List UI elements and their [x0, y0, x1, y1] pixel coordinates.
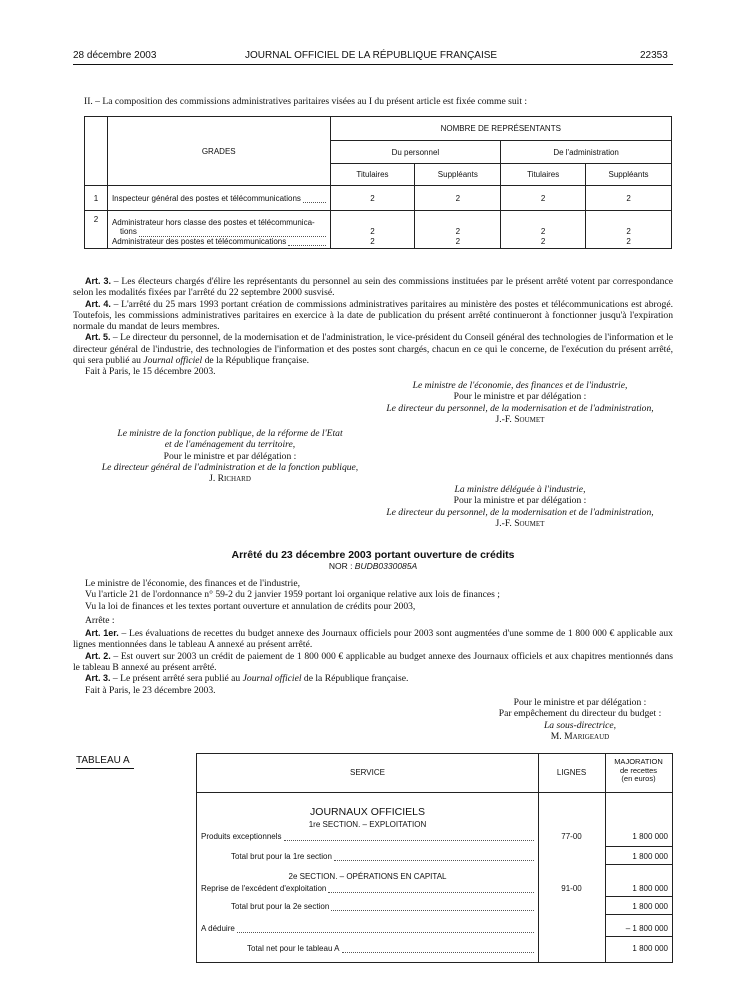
row-num: 1	[85, 186, 108, 211]
grade-label: Administrateur hors classe des postes et télécommunica-	[111, 217, 315, 227]
article-text: – Le présent arrêté sera publié au	[110, 673, 243, 685]
nombre-header: NOMBRE DE REPRÉSENTANTS	[330, 117, 671, 141]
table-row	[231, 852, 534, 861]
article-text: – Le directeur du personnel, de la modernisation et de l'administration, le vice-président du Conseil général des technologies de l'information et le directeur général de l'industrie, des technologies de l'information et des postes sont chargés, chacun en ce qui le concerne, de l'exécution du présent arrêté, qui sera publié au	[73, 332, 673, 367]
suppleants-header: Suppléants	[415, 164, 501, 186]
cell-value: 2	[626, 236, 631, 246]
signatory-title: Le ministre de l'économie, des finances et de l'industrie,	[412, 380, 628, 391]
signatory-title: Le directeur du personnel, de la modernisation et de l'administration,	[386, 402, 654, 414]
suppleants-header: Suppléants	[586, 164, 672, 186]
signature-block	[60, 428, 400, 484]
articles-block-2	[73, 578, 673, 696]
majoration-header	[605, 758, 672, 784]
row-label: Total brut pour la 1re section	[231, 852, 332, 861]
section-subtitle: 1re SECTION. – EXPLOITATION	[308, 820, 427, 829]
article	[73, 332, 673, 366]
arrete-word: Arrête :	[85, 614, 115, 626]
delegation-line: Pour la ministre et par délégation :	[453, 495, 587, 507]
nor-label: NOR :	[328, 561, 355, 571]
preamble-line: Vu l'article 21 de l'ordonnance n° 59-2 du 2 janvier 1959 portant loi organique relative aux lois de finances ;	[85, 589, 500, 601]
cell-value: 2	[540, 236, 546, 246]
article	[73, 276, 673, 299]
row-label: Total brut pour la 2e section	[231, 902, 330, 911]
article-label: Art. 2.	[85, 650, 111, 661]
majoration-line: de recettes	[619, 765, 658, 775]
article-text: – Les électeurs chargés d'élire les représentants du personnel au sein des commissions instituées par le présent arrêté votent par correspondance selon les modalités fixées par l'arrêté du 22 septembre 2000 susvisé.	[73, 276, 673, 299]
signatory-name: J.-F. Soumet	[495, 413, 545, 425]
subtotal-rule	[605, 846, 672, 847]
subtotal-rule	[605, 896, 672, 897]
table-row	[85, 186, 672, 211]
cell-value: 2	[330, 186, 415, 211]
intro-line: II. – La composition des commissions administratives paritaires visées au I du présent article est fixée comme suit :	[84, 96, 528, 107]
service-header: SERVICE	[350, 768, 385, 777]
fait-line: Fait à Paris, le 23 décembre 2003.	[85, 684, 216, 696]
commissions-table	[84, 116, 672, 249]
article-text-italic: Journal officiel	[143, 355, 203, 367]
titulaires-header: Titulaires	[501, 164, 586, 186]
article-text: – Les évaluations de recettes du budget annexe des Journaux officiels pour 2003 sont augmentées d'une somme de 1 800 000 € applicable aux lignes mentionnées dans le tableau A annexé au présent arrêté.	[73, 628, 673, 651]
fait-line: Fait à Paris, le 15 décembre 2003.	[85, 366, 216, 378]
delegation-line: Pour le ministre et par délégation :	[163, 450, 297, 462]
cell-value: 2	[415, 186, 501, 211]
article-label: Art. 5.	[85, 332, 111, 343]
signatory-title: Le directeur du personnel, de la modernisation et de l'administration,	[386, 506, 654, 518]
header-date: 28 décembre 2003	[73, 50, 157, 61]
row-label: A déduire	[201, 924, 235, 933]
cell-value: 2	[586, 186, 672, 211]
article-label: Art. 1er.	[85, 628, 119, 639]
article-text: de la République française.	[301, 673, 409, 685]
majoration-line: MAJORATION	[614, 757, 663, 766]
du-personnel-header: Du personnel	[330, 141, 501, 164]
article	[73, 299, 673, 333]
lignes-header: LIGNES	[556, 768, 587, 777]
delegation-line: Pour le ministre et par délégation :	[453, 391, 587, 403]
section-subtitle: 2e SECTION. – OPÉRATIONS EN CAPITAL	[288, 872, 447, 881]
cell-value: 2	[626, 227, 631, 236]
article	[73, 651, 673, 674]
table-row	[247, 944, 534, 953]
grades-header: GRADES	[107, 117, 330, 186]
cell-value: 2	[455, 227, 461, 236]
amount-value: 1 800 000	[632, 884, 668, 893]
table-row	[201, 924, 534, 933]
signatory-title: et de l'aménagement du territoire,	[164, 439, 296, 451]
arrete-heading	[73, 549, 673, 571]
signature-block	[350, 380, 690, 425]
article	[73, 628, 673, 651]
signature-block	[470, 697, 690, 742]
signatory-name: J.-F. Soumet	[495, 517, 545, 529]
article-text: de la République française.	[202, 355, 310, 367]
ligne-value: 91-00	[561, 884, 582, 893]
article-text: – Est ouvert sur 2003 un crédit de paiement de 1 800 000 € applicable au budget annexe des Journaux officiels et aux chapitres mentionnés dans le tableau B annexé au présent arrêté.	[73, 650, 673, 674]
amount-value: 1 800 000	[632, 852, 668, 861]
cell-value: 2	[370, 227, 375, 236]
table-row	[201, 832, 534, 841]
arrete-title: Arrêté du 23 décembre 2003 portant ouverture de crédits	[231, 549, 515, 561]
amount-value: – 1 800 000	[625, 924, 668, 933]
signatory-title: La sous-directrice,	[543, 719, 617, 731]
table-row	[231, 902, 534, 911]
article-label: Art. 4.	[85, 298, 111, 309]
signatory-name: M. Marigeaud	[550, 730, 610, 742]
column-divider	[538, 754, 539, 962]
amount-value: 1 800 000	[632, 902, 668, 911]
signatory-title: Le ministre de la fonction publique, de la réforme de l'Etat	[117, 428, 343, 439]
cell-value: 2	[455, 236, 461, 246]
subtotal-rule	[605, 936, 672, 937]
signatory-name: J. Richard	[209, 473, 251, 485]
row-label: Produits exceptionnels	[201, 832, 282, 841]
row-label: Total net pour le tableau A	[247, 944, 340, 953]
articles-block-1	[73, 276, 673, 378]
signatory-title: La ministre déléguée à l'industrie,	[454, 484, 586, 495]
article	[73, 673, 673, 684]
amount-value: 1 800 000	[632, 944, 668, 953]
section-title: JOURNAUX OFFICIELS	[310, 806, 425, 818]
grade-label: Administrateur des postes et télécommunications	[111, 236, 287, 246]
subtotal-rule	[605, 864, 672, 865]
amount-value: 1 800 000	[632, 832, 668, 841]
preamble-line: Vu la loi de finances et les textes portant ouverture et annulation de crédits pour 2003,	[85, 600, 416, 612]
row-label: Reprise de l'excédent d'exploitation	[201, 884, 327, 893]
majoration-line: (en euros)	[621, 774, 656, 783]
article-text: – L'arrêté du 25 mars 1993 portant création de commissions administratives paritaires au ministère des postes et télécommunications est abrogé. Toutefois, les commissions administratives paritaires en exercice à la date de publication du présent arrêté continueront à fonctionner jusqu'à l'expiration normale du mandat de leurs membres.	[73, 298, 673, 333]
delegation-line: Par empêchement du directeur du budget :	[498, 708, 662, 720]
header-page-number: 22353	[640, 50, 668, 61]
table-row	[85, 211, 672, 249]
delegation-line: Pour le ministre et par délégation :	[513, 697, 647, 708]
signature-block	[350, 484, 690, 529]
tableau-a	[196, 753, 673, 963]
titulaires-header: Titulaires	[330, 164, 415, 186]
de-administration-header: De l'administration	[501, 141, 672, 164]
article-label: Art. 3.	[85, 276, 111, 286]
cell-value: 2	[370, 236, 375, 246]
tableau-a-label: TABLEAU A	[76, 755, 134, 769]
header-rule	[73, 64, 673, 65]
grade-label: tions	[119, 227, 137, 236]
header-rule	[197, 792, 672, 793]
header-title: JOURNAL OFFICIEL DE LA RÉPUBLIQUE FRANÇAISE	[245, 50, 498, 61]
cell-value: 2	[540, 227, 546, 236]
preamble-line: Le ministre de l'économie, des finances et de l'industrie,	[85, 578, 300, 589]
cell-value: 2	[501, 186, 586, 211]
signatory-title: Le directeur général de l'administration et de la fonction publique,	[101, 461, 359, 473]
ligne-value: 77-00	[561, 832, 582, 841]
nor-code: BUDB0330085A	[354, 561, 418, 571]
subtotal-rule	[605, 914, 672, 915]
article-text-italic: Journal officiel	[242, 673, 302, 685]
article-label: Art. 3.	[85, 673, 111, 684]
table-row	[201, 884, 534, 893]
grade-label: Inspecteur général des postes et télécommunications	[111, 193, 301, 203]
row-num: 2	[85, 211, 108, 249]
header-num-cell	[85, 117, 108, 186]
